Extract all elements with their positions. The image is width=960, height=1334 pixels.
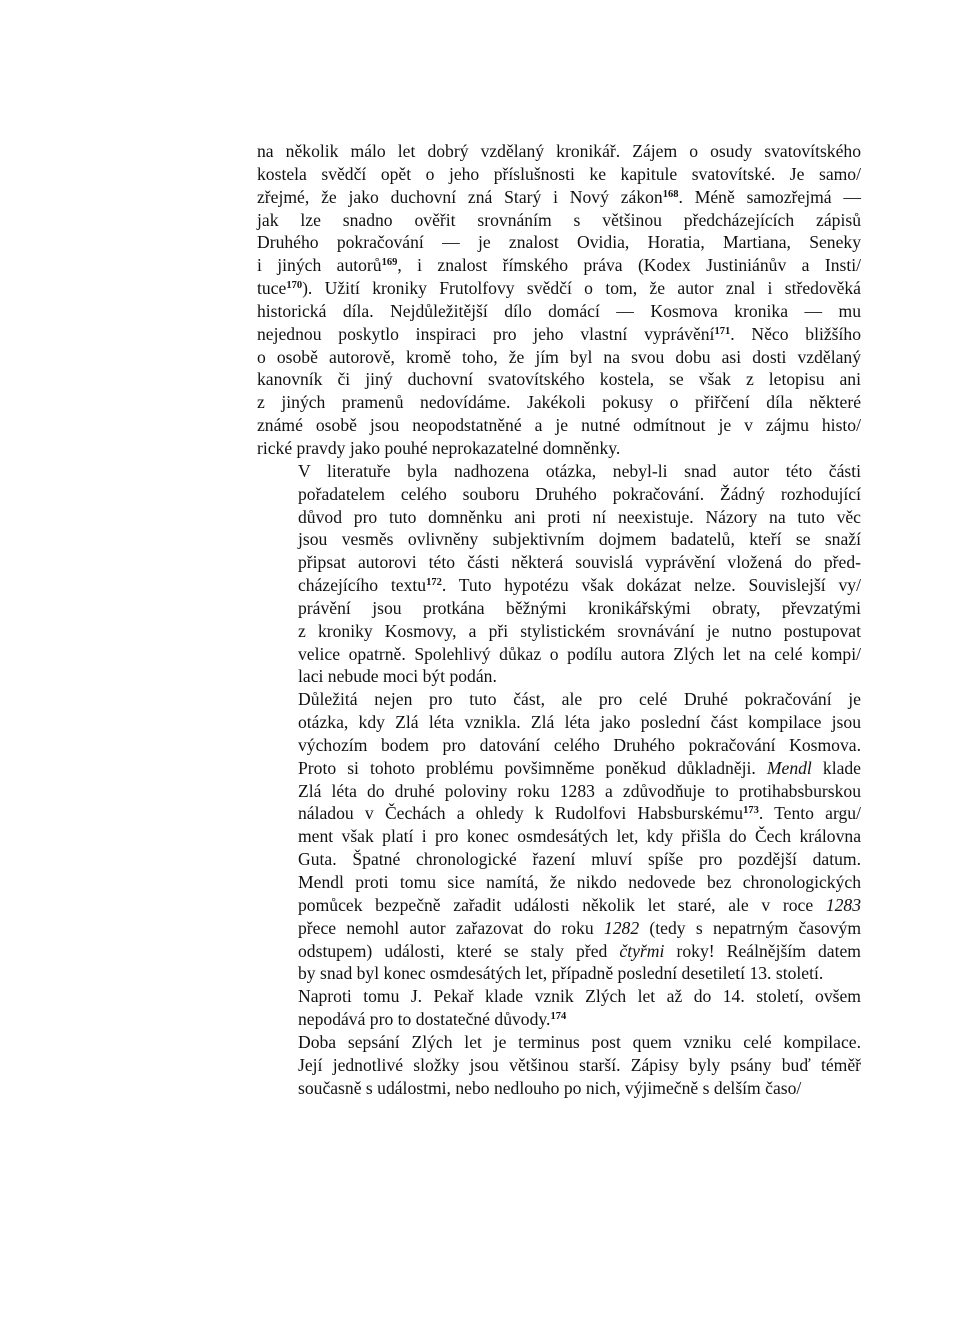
text-line: [257, 665, 861, 688]
text-run: (tedy s nepatrným časovým: [639, 917, 862, 938]
footnote-reference: 170: [286, 280, 303, 292]
text-line: [257, 985, 861, 1008]
footnote-reference: 169: [381, 257, 398, 269]
text-run: i jiných autorů: [257, 255, 382, 276]
text-run: jak lze snadno ověřit srovnáním s většinou předcházejících zápisů: [257, 209, 861, 230]
text-run: kostela svědčí opět o jeho příslušnosti ke kapitule svatovítské. Je samo/: [257, 163, 861, 184]
text-line: [257, 1054, 861, 1077]
text-line: [257, 323, 861, 346]
text-run: nejednou poskytlo inspiraci pro jeho vlastní vyprávění: [257, 323, 715, 344]
text-line: [257, 894, 861, 917]
text-line: [257, 483, 861, 506]
text-line: [257, 848, 861, 871]
text-run: pořadatelem celého souboru Druhého pokračování. Žádný rozhodující: [298, 483, 861, 504]
italic-text: 1282: [603, 917, 640, 938]
text-run: otázka, kdy Zlá léta vznikla. Zlá léta jako poslední část kompilace jsou: [298, 712, 861, 733]
text-run: Důležitá nejen pro tuto část, ale pro celé Druhé pokračování je: [298, 689, 861, 710]
text-line: [257, 711, 861, 734]
text-run: pomůcek bezpečně zařadit události několik let staré, ale v roce: [298, 894, 826, 915]
text-line: [257, 140, 861, 163]
text-line: [257, 460, 861, 483]
text-line: [257, 574, 861, 597]
footnote-reference: 168: [662, 188, 679, 200]
text-run: . Tuto hypotézu však dokázat nelze. Souvislejší vy/: [441, 575, 861, 596]
text-line: [257, 551, 861, 574]
italic-text: čtyřmi: [619, 940, 665, 961]
text-line: [257, 231, 861, 254]
footnote-reference: 172: [426, 577, 442, 589]
text-run: jsou vesměs ovlivněny subjektivním dojmem badatelů, kteří se snaží: [298, 529, 861, 550]
text-run: by snad byl konec osmdesátých let, případně poslední desetiletí 13. století.: [298, 963, 824, 984]
text-run: z jiných pramenů nedovídáme. Jakékoli pokusy o přiřčení díla některé: [257, 392, 861, 413]
text-run: kanovník či jiný duchovní svatovítského kostela, se však z letopisu ani: [257, 369, 861, 390]
text-run: klade: [811, 757, 861, 778]
text-line: [257, 277, 861, 300]
footnote-reference: 173: [743, 805, 759, 817]
text-line: [257, 186, 861, 209]
text-line: [257, 209, 861, 232]
text-line: [257, 962, 861, 985]
text-run: právění jsou protkána běžnými kronikářskými obraty, převzatými: [298, 597, 861, 618]
text-line: [257, 437, 861, 460]
text-line: [257, 300, 861, 323]
paragraph: [257, 140, 861, 460]
text-run: Naproti tomu J. Pekař klade vznik Zlých let až do 14. století, ovšem: [298, 986, 861, 1007]
text-run: ). Užití kroniky Frutolfovy svědčí o tom, že autor znal i středověká: [302, 278, 861, 299]
paragraph: [257, 1031, 861, 1100]
text-run: Proto si tohoto problému povšimněme poněkud důkladněji.: [298, 757, 767, 778]
text-line: [257, 688, 861, 711]
text-run: z kroniky Kosmovy, a při stylistickém srovnávání je nutno postupovat: [298, 620, 861, 641]
text-line: [257, 757, 861, 780]
text-run: cházejícího textu: [298, 575, 427, 596]
text-run: přece nemohl autor zařazovat do roku: [298, 917, 604, 938]
text-line: [257, 414, 861, 437]
text-run: rické pravdy jako pouhé neprokazatelné domněnky.: [257, 437, 621, 458]
text-run: výchozím bodem pro datování celého Druhého pokračování Kosmova.: [298, 734, 861, 755]
text-line: [257, 780, 861, 803]
text-line: [257, 346, 861, 369]
text-line: [257, 825, 861, 848]
text-run: Mendl proti tomu sice namítá, že nikdo nedovede bez chronologických: [298, 872, 861, 892]
text-run: Doba sepsání Zlých let je terminus post quem vzniku celé kompilace.: [298, 1031, 861, 1052]
text-run: tuce: [257, 278, 287, 299]
text-run: historická díla. Nejdůležitější dílo domácí — Kosmova kronika — mu: [257, 300, 861, 321]
text-run: , i znalost římského práva (Kodex Justiniánův a Insti/: [397, 255, 862, 276]
text-run: odstupem) události, které se staly před: [298, 940, 620, 961]
text-run: velice opatrně. Spolehlivý důkaz o podílu autora Zlých let na celé kompi/: [298, 643, 861, 664]
footnote-reference: 171: [714, 325, 731, 337]
text-line: [257, 620, 861, 643]
text-line: [257, 368, 861, 391]
book-page: [257, 140, 861, 1099]
text-line: [257, 391, 861, 414]
text-line: [257, 528, 861, 551]
text-run: roky! Reálnějším datem: [664, 940, 861, 961]
text-line: [257, 1008, 861, 1031]
text-run: současně s událostmi, nebo nedlouho po nich, výjimečně s delším časo/: [298, 1077, 802, 1098]
text-line: [257, 871, 861, 894]
text-line: [257, 1031, 861, 1054]
italic-text: Mendl: [766, 757, 812, 778]
text-run: Její jednotlivé složky jsou většinou starší. Zápisy byly psány buď téměř: [298, 1054, 861, 1075]
text-run: Guta. Špatné chronologické řazení mluví spíše pro pozdější datum.: [298, 849, 861, 870]
text-run: důvod pro tuto domněnku ani proti ní neexistuje. Názory na tuto věc: [298, 506, 861, 527]
text-run: . Tento argu/: [758, 803, 861, 824]
text-run: známé osobě jsou neopodstatněné a je nutné odmítnout je v zájmu histo/: [257, 415, 861, 436]
text-run: V literatuře byla nadhozena otázka, nebyl-li snad autor této části: [298, 460, 861, 481]
text-run: Druhého pokračování — je znalost Ovidia, Horatia, Martiana, Seneky: [257, 232, 861, 253]
italic-text: 1283: [825, 894, 861, 915]
text-line: [257, 643, 861, 666]
text-run: . Něco bližšího: [730, 323, 861, 344]
text-run: nepodává pro to dostatečné důvody.: [298, 1009, 551, 1030]
paragraph: [257, 985, 861, 1031]
text-line: [257, 917, 861, 940]
text-run: na několik málo let dobrý vzdělaný kronikář. Zájem o osudy svatovítského: [257, 141, 861, 161]
text-line: [257, 597, 861, 620]
paragraph: [257, 460, 861, 688]
paragraph: [257, 688, 861, 985]
text-line: [257, 802, 861, 825]
text-line: [257, 506, 861, 529]
text-line: [257, 940, 861, 963]
footnote-reference: 174: [550, 1011, 567, 1023]
text-run: ment však platí i pro konec osmdesátých let, kdy přišla do Čech královna: [298, 826, 861, 847]
text-run: zřejmé, že jako duchovní zná Starý i Nový zákon: [257, 186, 663, 207]
text-line: [257, 254, 861, 277]
text-run: o osobě autorově, kromě toho, že jím byl na svou dobu asi dosti vzdělaný: [257, 346, 861, 367]
text-run: . Méně samozřejmá —: [678, 186, 861, 207]
text-line: [257, 1077, 861, 1100]
text-run: Zlá léta do druhé poloviny roku 1283 a zdůvodňuje to protihabsburskou: [298, 780, 861, 801]
text-run: připsat autorovi této části některá souvislá vyprávění vložená do před-: [298, 552, 861, 573]
text-line: [257, 163, 861, 186]
text-run: laci nebude moci být podán.: [298, 666, 497, 687]
text-run: náladou v Čechách a ohledy k Rudolfovi Habsburskému: [298, 803, 744, 824]
text-line: [257, 734, 861, 757]
